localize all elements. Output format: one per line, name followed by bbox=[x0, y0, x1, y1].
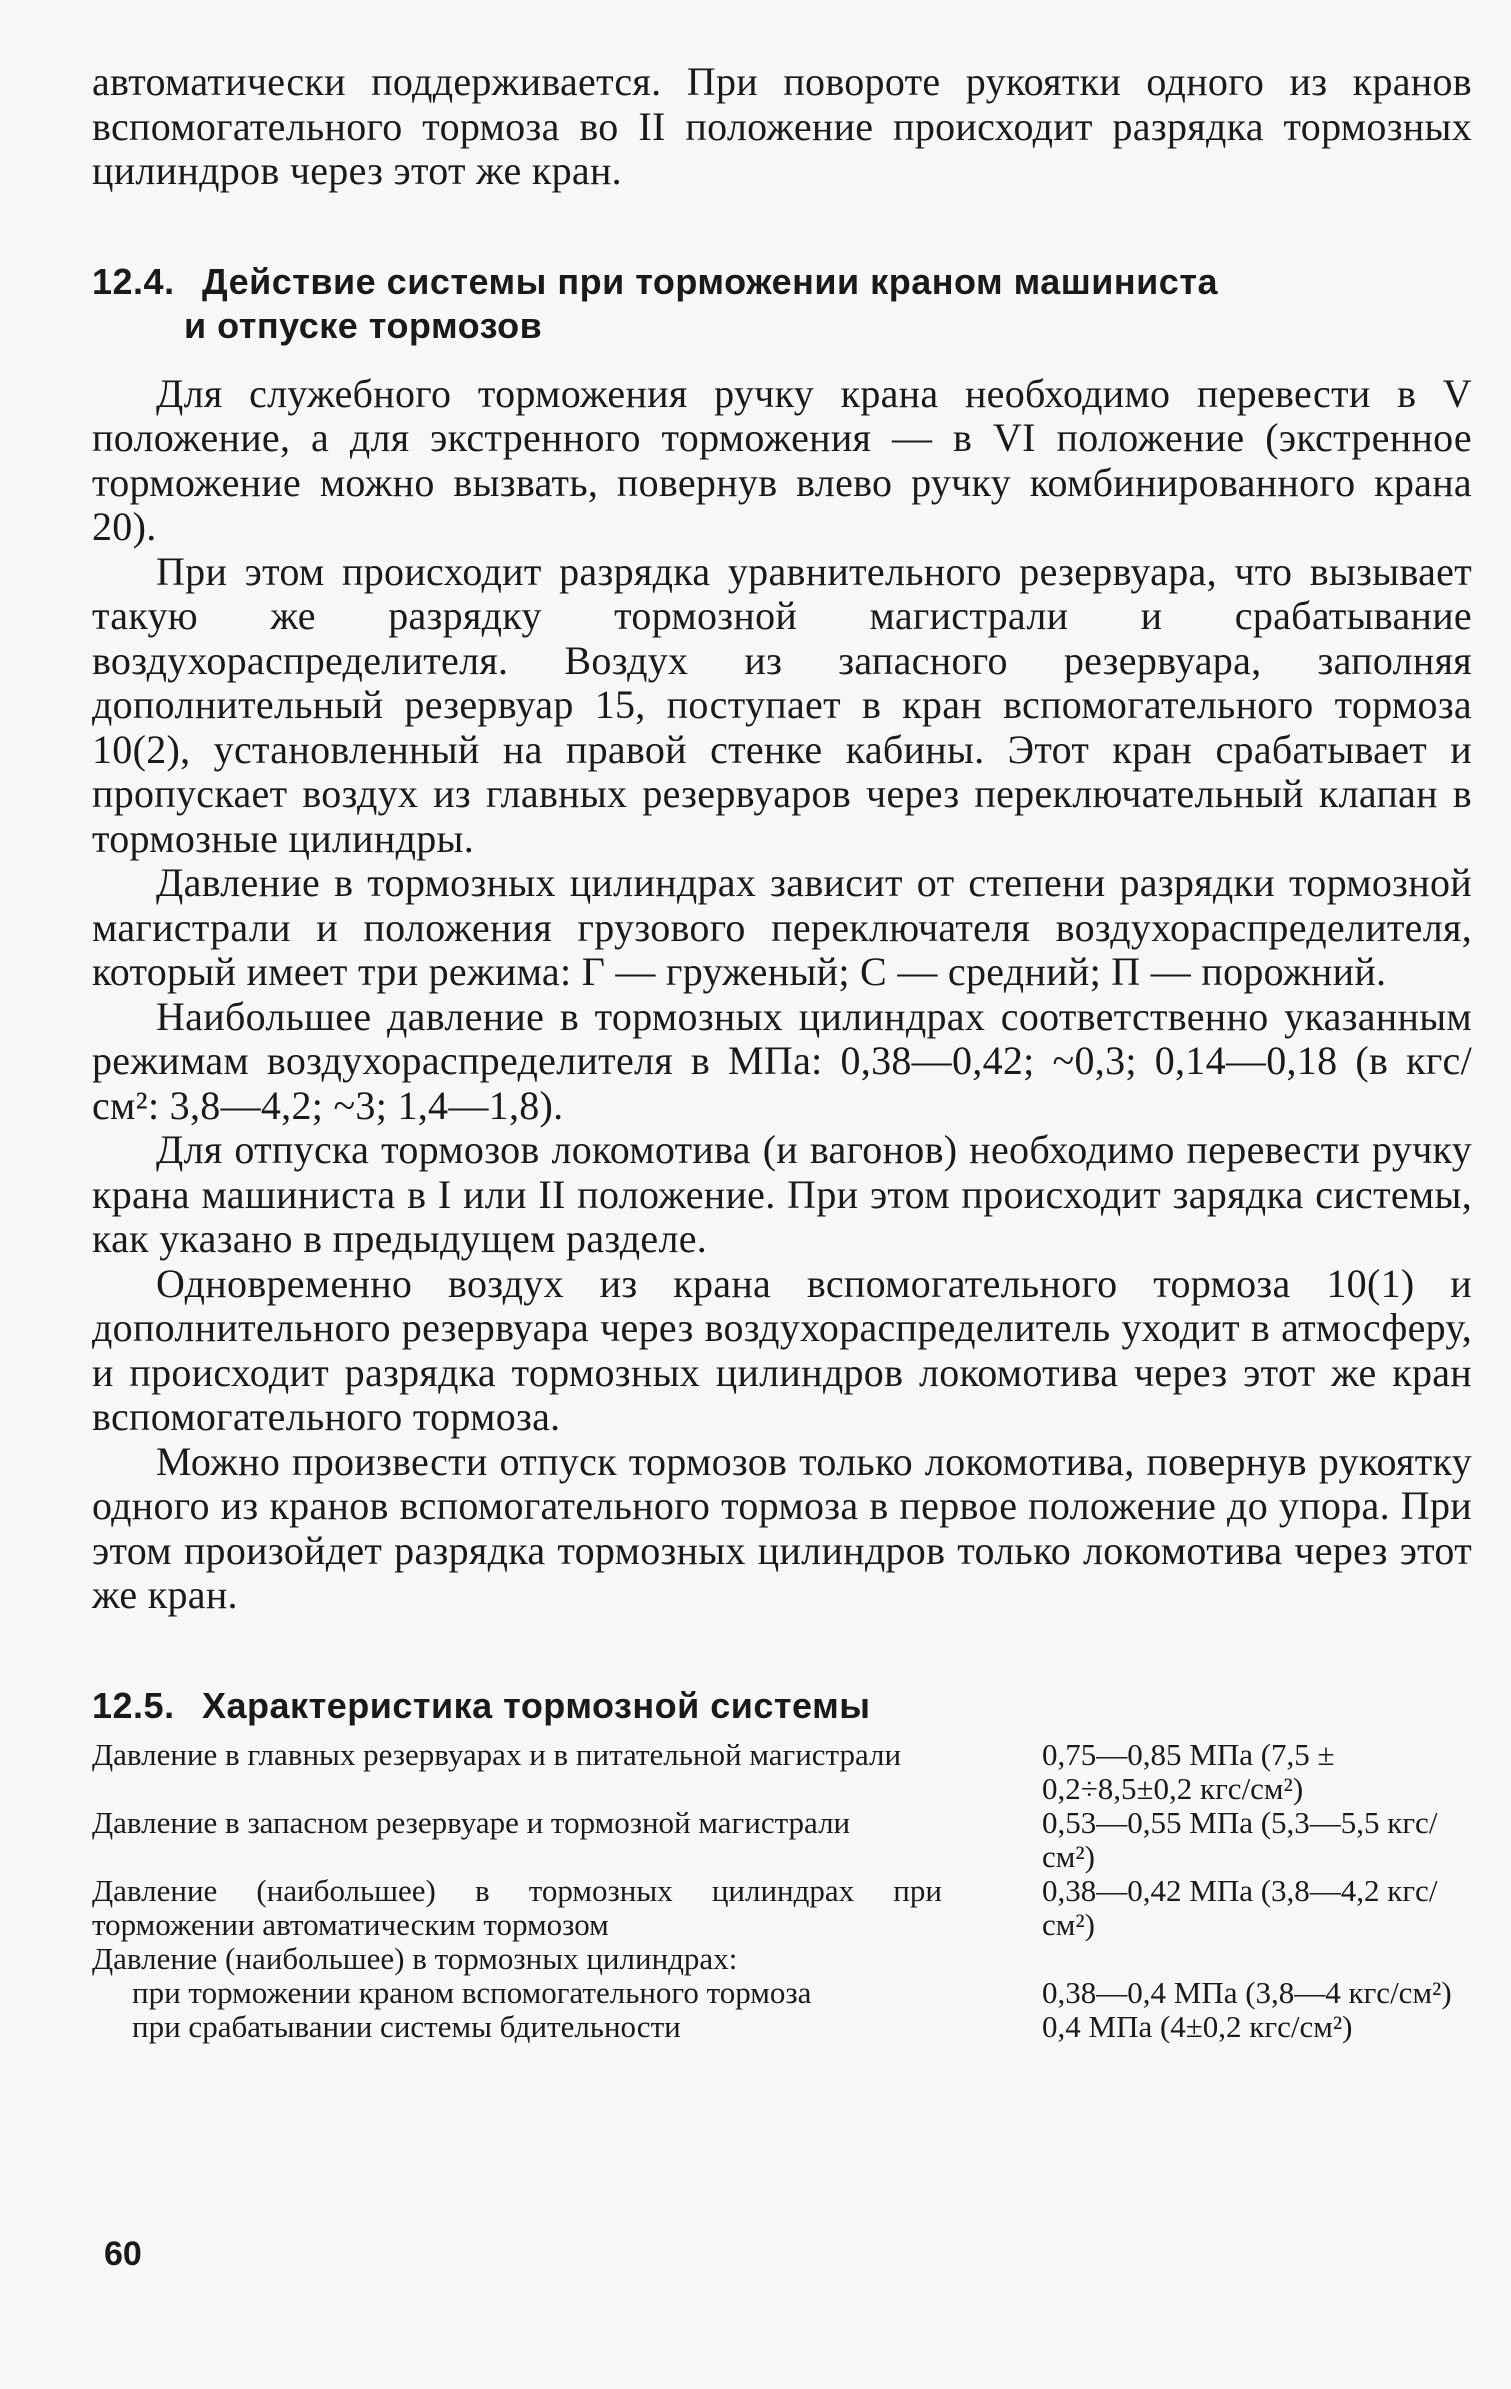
spec-value: 0,75—0,85 МПа (7,5 ± 0,2÷8,5±0,2 кгс/см²) bbox=[1042, 1736, 1335, 1806]
page-body bbox=[92, 60, 1472, 2044]
paragraph: Для отпуска тормозов локомотива (и вагонов) необходимо перевести ручку крана машиниста в I или II положение. При этом происходит зарядка системы, как указано в предыдущем разделе. bbox=[92, 1127, 1472, 1261]
section-12-4-number: 12.4. bbox=[92, 260, 175, 302]
section-12-4-title-line2: и отпуске тормозов bbox=[184, 304, 543, 346]
spec-label: Давление в главных резервуарах и в питательной магистрали bbox=[92, 1736, 902, 1772]
spec-label: Давление (наибольшее) в тормозных цилиндрах при торможении автоматическим тормозом bbox=[92, 1872, 942, 1942]
paragraph: Одновременно воздух из крана вспомогательного тормоза 10(1) и дополнительного резервуара через воздухораспределитель уходит в атмосферу, и происходит разрядка тормозных цилиндров локомотива через этот же кран вспомогательного тормоза. bbox=[92, 1260, 1472, 1439]
spec-row bbox=[92, 1874, 1472, 1942]
paragraph: Можно произвести отпуск тормозов только локомотива, повернув рукоятку одного из кранов вспомогательного тормоза в первое положение до упора. При этом произойдет разрядка тормозных цилиндров только локомотива через этот же кран. bbox=[92, 1438, 1472, 1617]
paragraph: Давление в тормозных цилиндрах зависит от степени разрядки тормозной магистрали и положения грузового переключателя воздухораспределителя, который имеет три режима: Г — груженый; С — средний; П — порожний. bbox=[92, 860, 1472, 994]
spec-value: 0,38—0,4 МПа (3,8—4 кгс/см²) bbox=[1042, 1974, 1452, 2010]
spec-row bbox=[92, 1806, 1472, 1874]
paragraph: Наибольшее давление в тормозных цилиндрах соответственно указанным режимам воздухораспределителя в МПа: 0,38—0,42; ~0,3; 0,14—0,18 (в кгс/см²: 3,8—4,2; ~3; 1,4—1,8). bbox=[92, 993, 1472, 1128]
spec-row bbox=[92, 2010, 1472, 2044]
spec-value: 0,4 МПа (4±0,2 кгс/см²) bbox=[1042, 2008, 1353, 2044]
section-12-5-number: 12.5. bbox=[92, 1684, 175, 1726]
section-12-5-heading bbox=[92, 1684, 1472, 1728]
spec-row bbox=[92, 1976, 1472, 2010]
spec-value: 0,53—0,55 МПа (5,3—5,5 кгс/см²) bbox=[1042, 1804, 1438, 1874]
spec-table bbox=[92, 1738, 1472, 2044]
section-12-4-title-line1: Действие системы при торможении краном машиниста bbox=[202, 260, 1218, 302]
section-12-5-title: Характеристика тормозной системы bbox=[202, 1684, 871, 1726]
paragraph: При этом происходит разрядка уравнительного резервуара, что вызывает такую же разрядку тормозной магистрали и срабатывание воздухораспределителя. Воздух из запасного резервуара, заполняя дополнительный резервуар 15, поступает в кран вспомогательного тормоза 10(2), установленный на правой стенке кабины. Этот кран срабатывает и пропускает воздух из главных резервуаров через переключательный клапан в тормозные цилиндры. bbox=[92, 548, 1472, 861]
section-12-4-heading bbox=[92, 260, 1472, 348]
spec-label: при срабатывании системы бдительности bbox=[132, 2008, 681, 2044]
spec-value: 0,38—0,42 МПа (3,8—4,2 кгс/см²) bbox=[1042, 1872, 1438, 1942]
spec-label: Давление в запасном резервуаре и тормозной магистрали bbox=[92, 1804, 851, 1840]
intro-paragraph: автоматически поддерживается. При повороте рукоятки одного из кранов вспомогательного тормоза во II положение происходит разрядка тормозных цилиндров через этот же кран. bbox=[92, 59, 1472, 193]
spec-row bbox=[92, 1738, 1472, 1806]
spec-group-title: Давление (наибольшее) в тормозных цилиндрах: bbox=[92, 1940, 738, 1976]
page-number: 60 bbox=[104, 2235, 142, 2273]
spec-group-row bbox=[92, 1942, 1472, 1976]
spec-label: при торможении краном вспомогательного тормоза bbox=[132, 1974, 812, 2010]
paragraph: Для служебного торможения ручку крана необходимо перевести в V положение, а для экстренного торможения — в VI положение (экстренное торможение можно вызвать, повернув влево ручку комбинированного крана 20). bbox=[92, 370, 1472, 549]
